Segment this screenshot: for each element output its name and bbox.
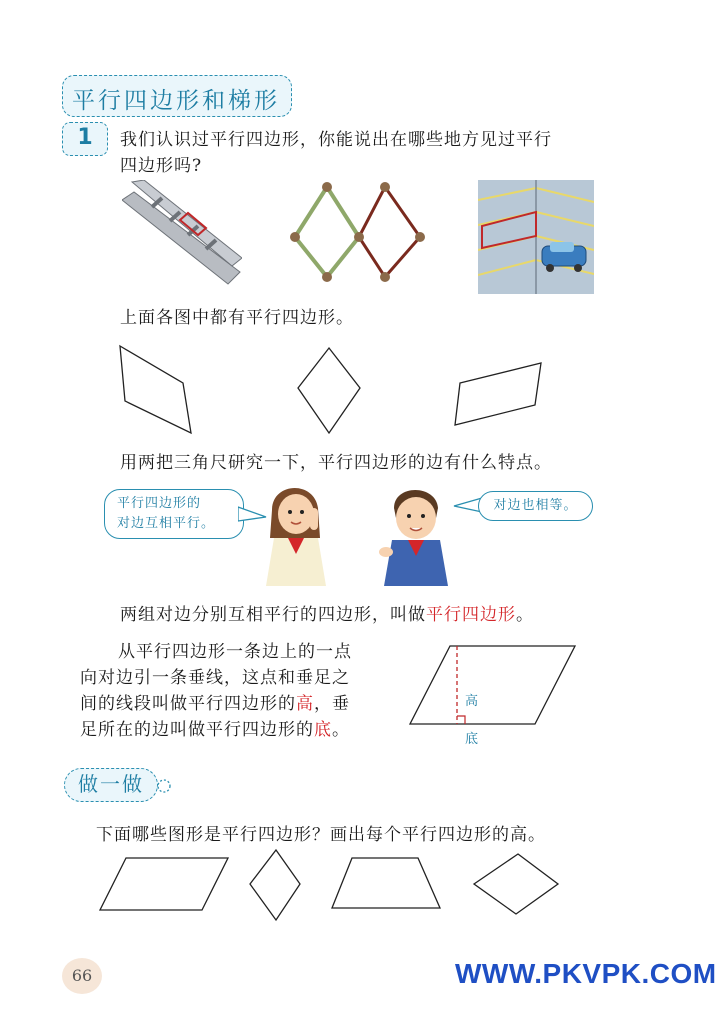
exercise-rhombus-2 [474,854,558,914]
parallelogram-shape-2 [455,363,541,425]
exercise-rhombus [250,850,300,920]
question-line-1: 我们认识过平行四边形，你能说出在哪些地方见过平行 [120,130,552,150]
rhombus-shape-1 [298,348,360,433]
page-number: 66 [62,958,102,994]
section-title: 平行四边形和梯形 [72,88,280,114]
boy-bubble-text: 对边也相等。 [493,498,578,513]
boy-illustration [378,478,458,586]
figures-caption: 上面各图中都有平行四边形。 [120,308,354,328]
boy-speech-bubble [478,491,593,521]
question-line-2: 四边形吗? [120,156,203,176]
term-base: 底 [314,720,332,740]
example-number: 1 [62,122,108,156]
parking-lot-illustration [478,180,594,294]
ladder-illustration [122,180,242,290]
lattice-illustration [285,182,430,282]
girl-speech-bubble [104,489,244,539]
girl-bubble-line-2: 对边互相平行。 [117,516,216,531]
parallelogram-shapes-row [115,343,555,438]
parallelogram-shape-1 [120,346,191,433]
study-sides-text: 用两把三角尺研究一下，平行四边形的边有什么特点。 [120,453,552,473]
girl-bubble-line-1: 平行四边形的 [117,496,202,511]
exercise-parallelogram [100,858,228,910]
girl-illustration [258,478,338,586]
exercise-title: 做一做 [64,768,158,802]
exercise-shapes-row [98,848,562,923]
term-height: 高 [296,694,314,714]
base-label: 底 [465,732,479,747]
height-line-3: 间的线段叫做平行四边形的高，垂 [80,694,350,714]
height-line-1: 从平行四边形一条边上的一点 [118,642,352,662]
parallelogram-definition: 两组对边分别互相平行的四边形，叫做平行四边形。 [120,605,534,625]
site-watermark: WWW.PKVPK.COM [455,958,717,989]
exercise-prompt: 下面哪些图形是平行四边形？画出每个平行四边形的高。 [96,825,546,845]
height-label: 高 [465,694,479,709]
height-diagram [405,642,585,728]
height-line-2: 向对边引一条垂线，这点和垂足之 [80,668,350,688]
height-line-4: 足所在的边叫做平行四边形的底。 [80,720,350,740]
term-parallelogram: 平行四边形 [426,605,516,625]
exercise-trapezoid [332,858,440,908]
